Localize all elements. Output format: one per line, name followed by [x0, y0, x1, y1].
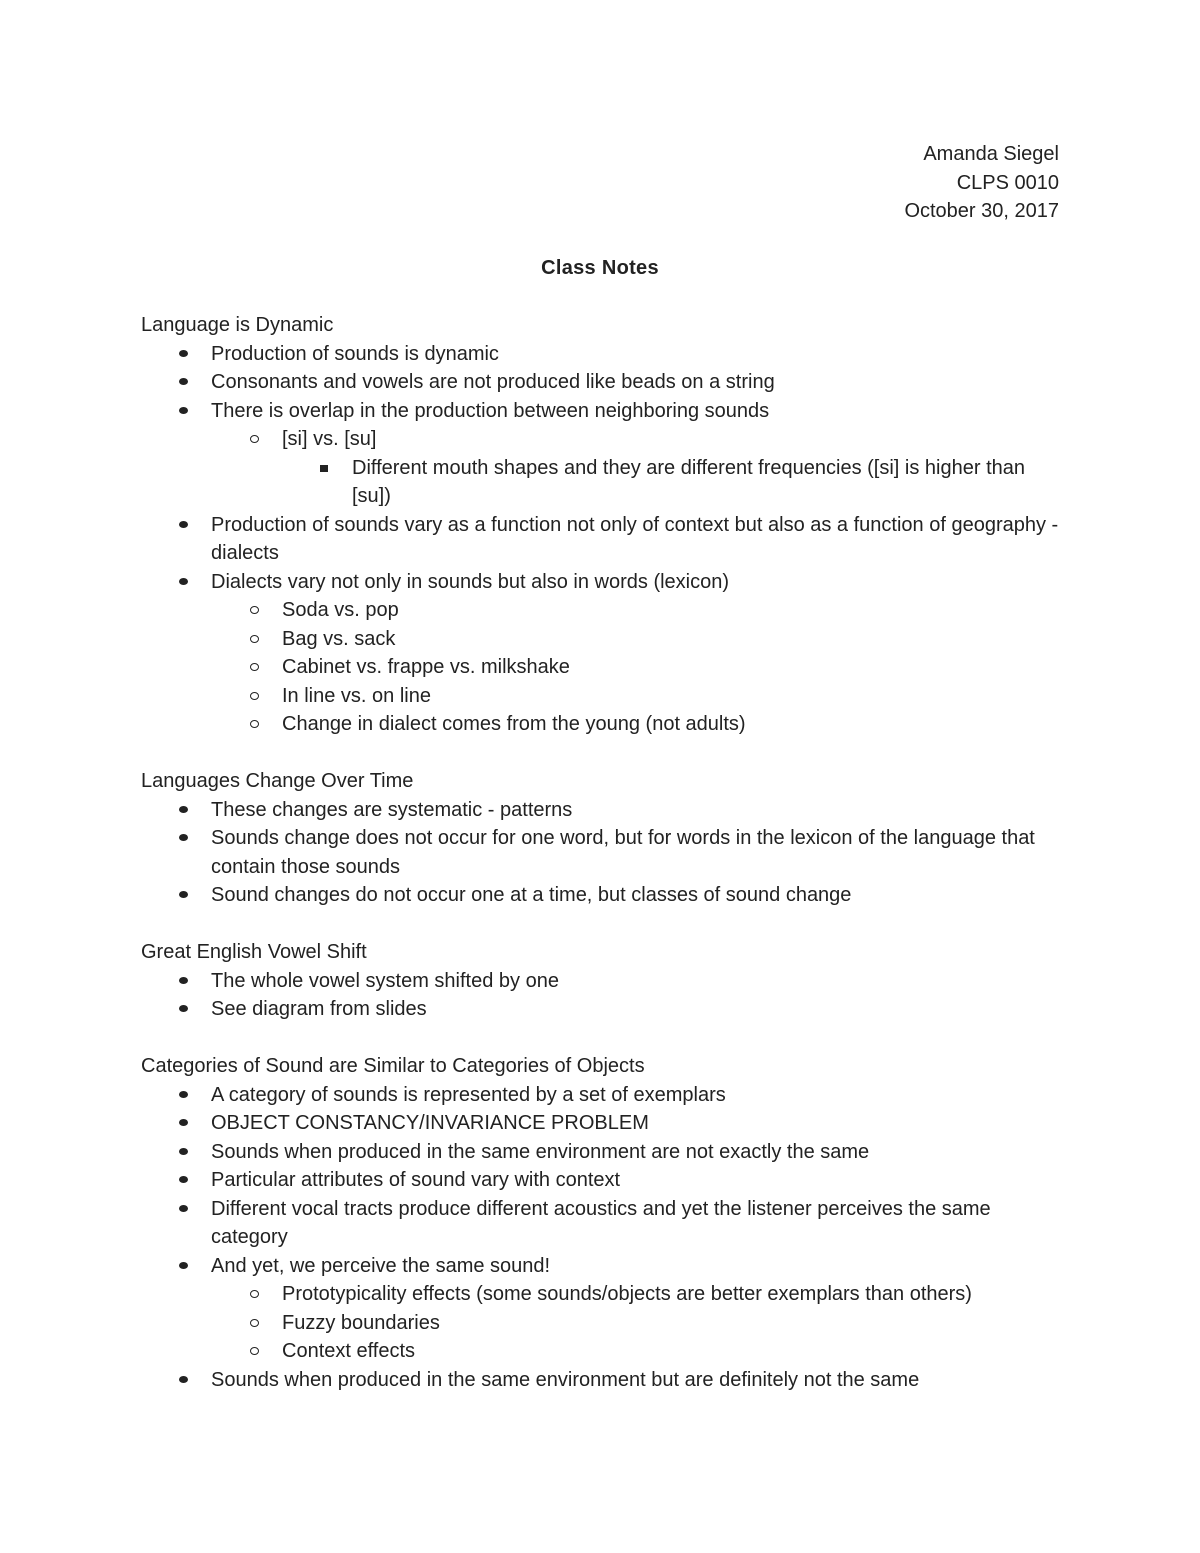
- sub-list-item: Soda vs. pop: [141, 596, 1061, 625]
- list-item: Sound changes do not occur one at a time, but classes of sound change: [141, 881, 1061, 910]
- list-item: Production of sounds vary as a function not only of context but also as a function of geography - dialects: [141, 511, 1061, 568]
- list-item: Different vocal tracts produce different acoustics and yet the listener perceives the same category: [141, 1195, 1061, 1252]
- list-item: A category of sounds is represented by a set of exemplars: [141, 1081, 1061, 1110]
- sub-list-item: Cabinet vs. frappe vs. milkshake: [141, 653, 1061, 682]
- sub-list-item: Context effects: [141, 1337, 1061, 1366]
- list-item: And yet, we perceive the same sound!: [141, 1252, 1061, 1281]
- sub-list-item: Change in dialect comes from the young (not adults): [141, 710, 1061, 739]
- list-item: Sounds change does not occur for one word, but for words in the lexicon of the language that contain those sounds: [141, 824, 1061, 881]
- list-item: See diagram from slides: [141, 995, 1061, 1024]
- section-categories-of-sound: [141, 1052, 1061, 1394]
- section-language-is-dynamic: [141, 311, 1061, 739]
- list-item: OBJECT CONSTANCY/INVARIANCE PROBLEM: [141, 1109, 1061, 1138]
- list-item: Consonants and vowels are not produced like beads on a string: [141, 368, 1061, 397]
- list-item: These changes are systematic - patterns: [141, 796, 1061, 825]
- list-item: Sounds when produced in the same environment but are definitely not the same: [141, 1366, 1061, 1395]
- list-item: Sounds when produced in the same environment are not exactly the same: [141, 1138, 1061, 1167]
- list-item: The whole vowel system shifted by one: [141, 967, 1061, 996]
- sub-sub-list-item: Different mouth shapes and they are different frequencies ([si] is higher than [su]): [141, 454, 1061, 511]
- section-heading: Language is Dynamic: [141, 314, 334, 336]
- sub-list-item: Prototypicality effects (some sounds/objects are better exemplars than others): [141, 1280, 1061, 1309]
- list-item: Dialects vary not only in sounds but also in words (lexicon): [141, 568, 1061, 597]
- course-code: CLPS 0010: [956, 171, 1059, 194]
- section-great-english-vowel-shift: [141, 938, 1061, 1024]
- section-heading: Languages Change Over Time: [141, 770, 414, 792]
- sub-list-item: In line vs. on line: [141, 682, 1061, 711]
- list-item: Particular attributes of sound vary with context: [141, 1166, 1061, 1195]
- document-body: [141, 311, 1061, 1423]
- document-title: Class Notes: [541, 257, 659, 279]
- bullet-list: [141, 796, 1061, 910]
- list-item: There is overlap in the production between neighboring sounds: [141, 397, 1061, 426]
- bullet-list: [141, 340, 1061, 739]
- bullet-list: [141, 967, 1061, 1024]
- author-name: Amanda Siegel: [923, 143, 1059, 165]
- sub-list-item: Bag vs. sack: [141, 625, 1061, 654]
- document-date: October 30, 2017: [904, 200, 1059, 222]
- section-languages-change-over-time: [141, 767, 1061, 910]
- section-heading: Great English Vowel Shift: [141, 941, 367, 963]
- sub-list-item: Fuzzy boundaries: [141, 1309, 1061, 1338]
- section-heading: Categories of Sound are Similar to Categories of Objects: [141, 1055, 645, 1077]
- list-item: Production of sounds is dynamic: [141, 340, 1061, 369]
- document-header: [904, 140, 1059, 226]
- bullet-list: [141, 1081, 1061, 1395]
- sub-list-item: [si] vs. [su]: [141, 425, 1061, 454]
